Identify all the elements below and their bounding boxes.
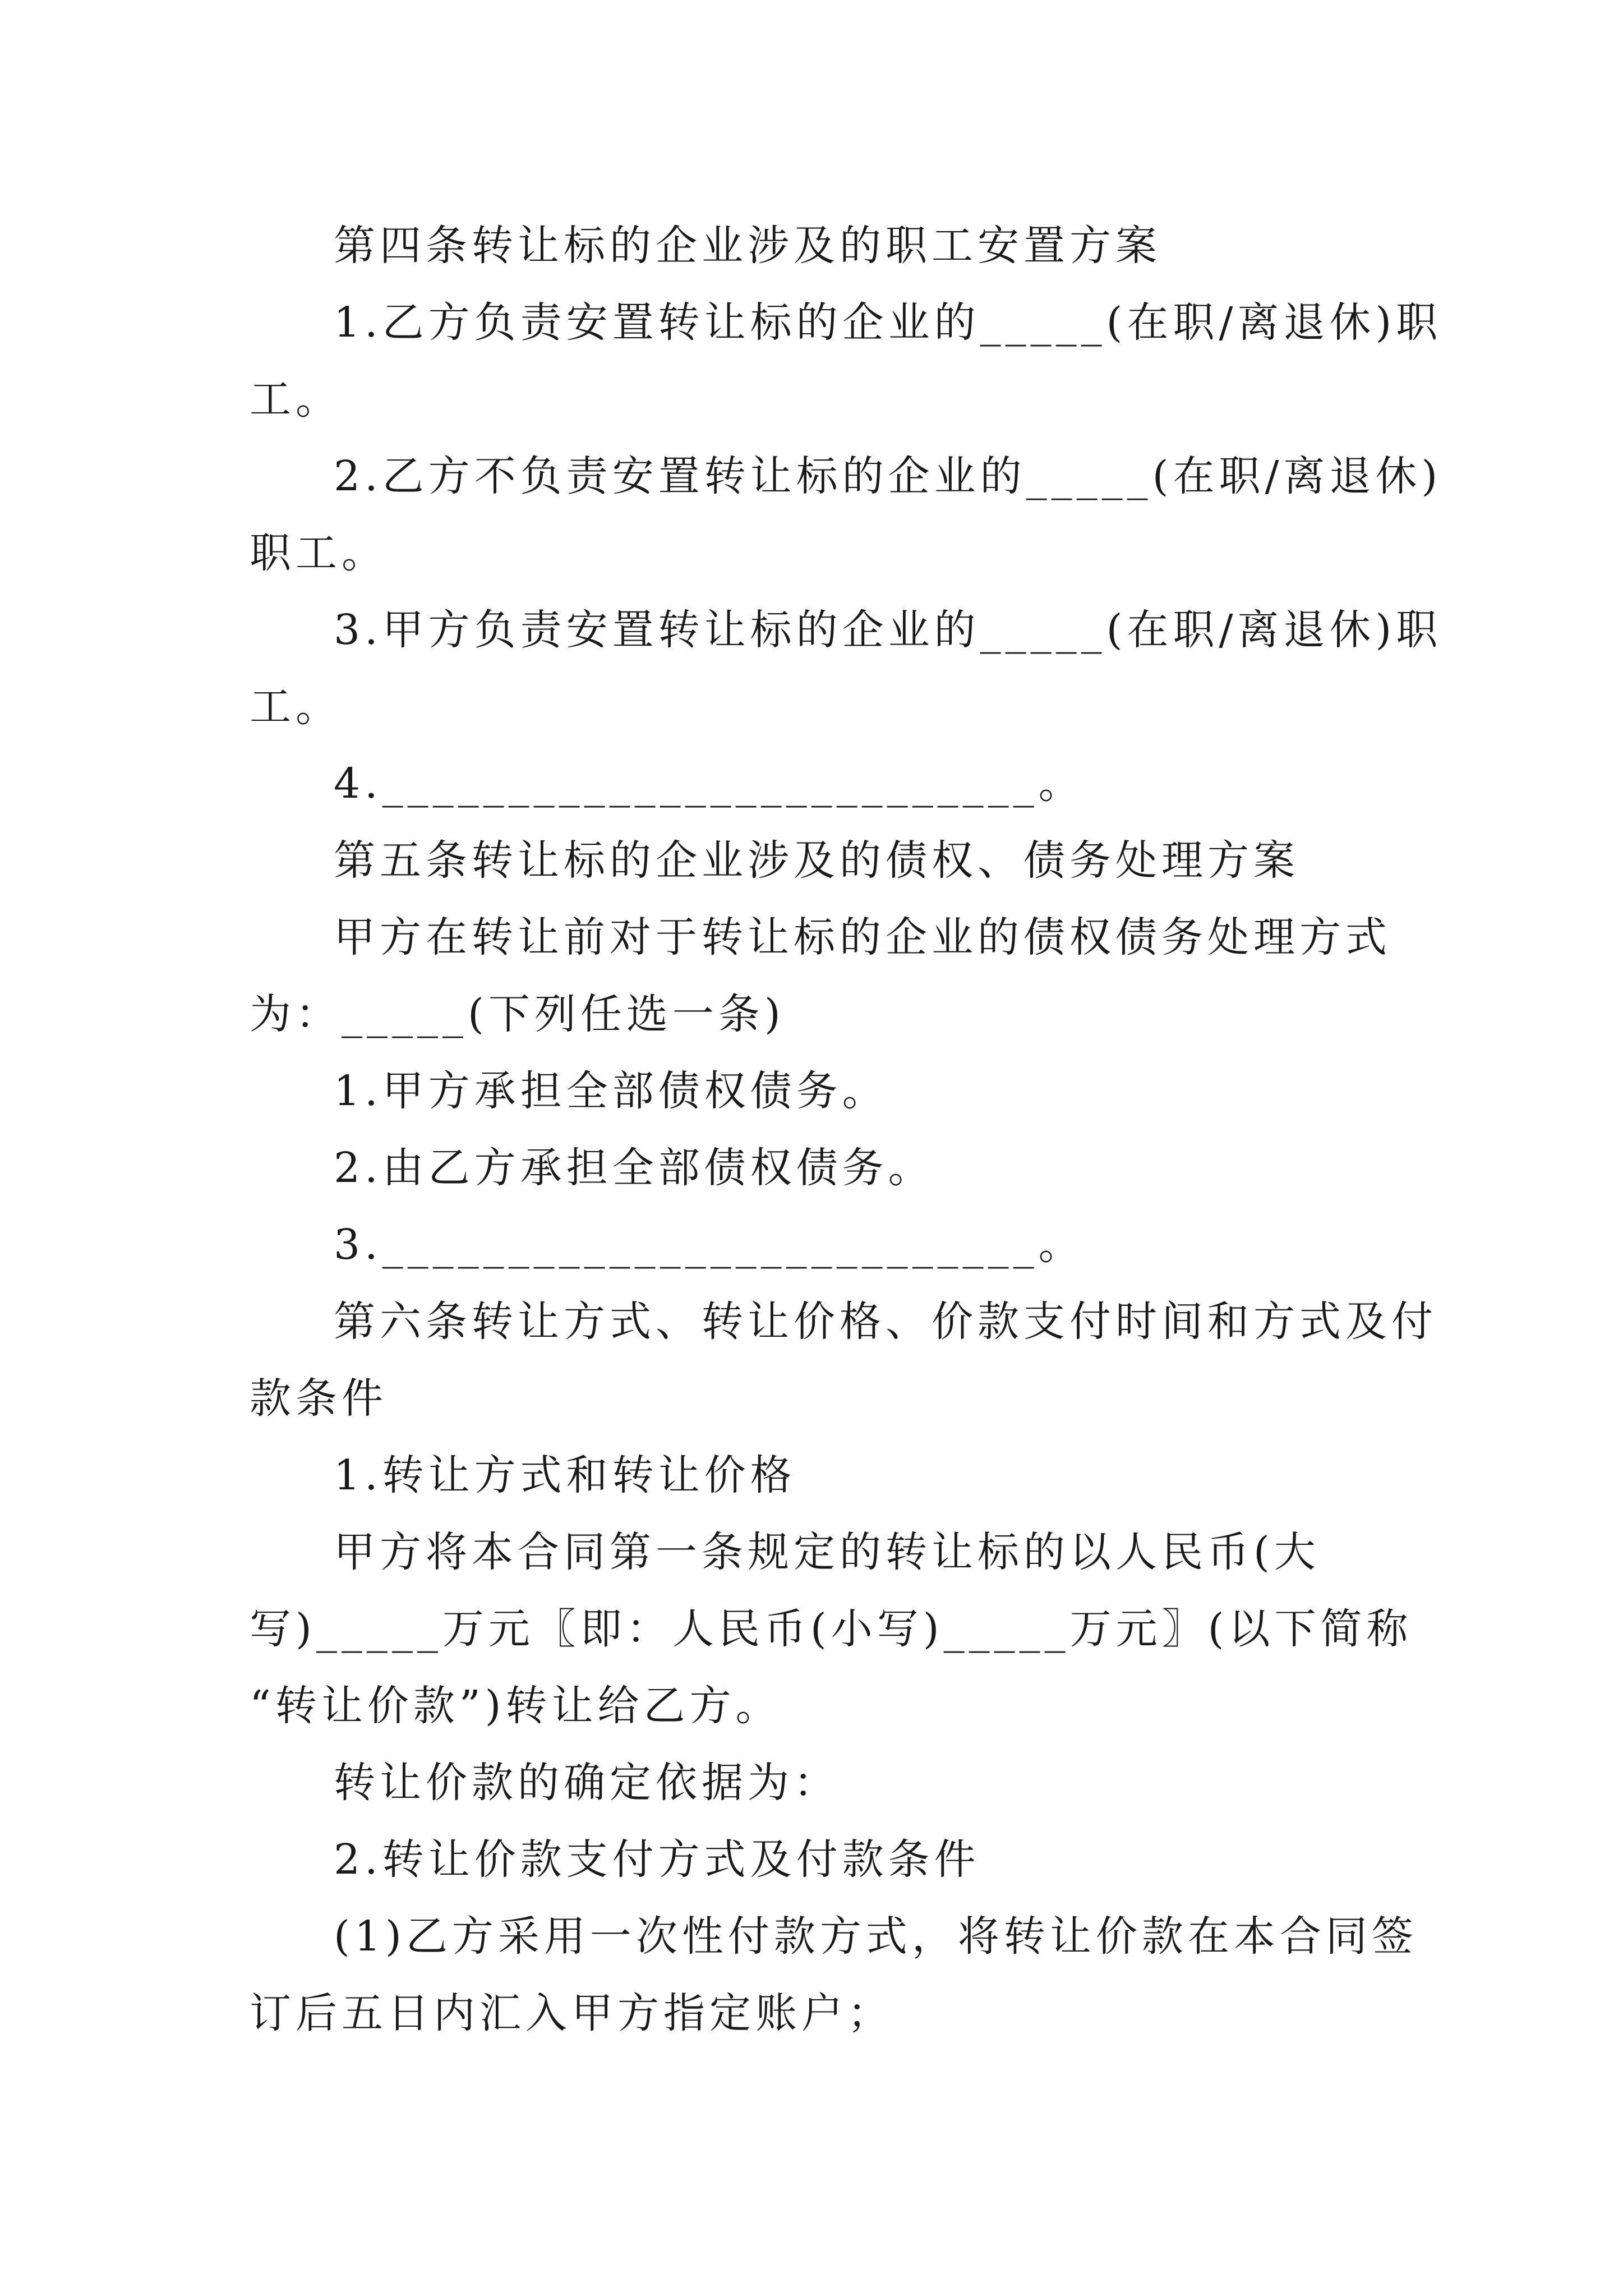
article-5-intro: 甲方在转让前对于转让标的企业的债权债务处理方式 <box>334 913 1391 961</box>
article-6-item-2-sub-1-cont: 订后五日内汇入甲方指定账户； <box>250 1989 893 2037</box>
article-4-item-4: 4.__________________________。 <box>334 760 1085 808</box>
article-4-heading: 第四条转让标的企业涉及的职工安置方案 <box>334 222 1161 270</box>
article-6-item-1-text: 甲方将本合同第一条规定的转让标的以人民币(大 <box>334 1528 1320 1576</box>
article-4-item-2-cont: 职工。 <box>250 529 388 577</box>
article-5-item-1: 1.甲方承担全部债权债务。 <box>334 1067 888 1115</box>
article-4-item-3-cont: 工。 <box>250 683 342 731</box>
article-6-item-1: 1.转让方式和转让价格 <box>334 1451 796 1499</box>
article-5-item-2: 2.由乙方承担全部债权债务。 <box>334 1144 934 1192</box>
article-4-item-1-cont: 工。 <box>250 375 342 424</box>
article-5-item-3: 3.__________________________。 <box>334 1221 1085 1269</box>
article-6-item-1-text-cont-2: “转让价款”)转让给乙方。 <box>250 1682 782 1730</box>
article-6-item-2: 2.转让价款支付方式及付款条件 <box>334 1835 980 1884</box>
article-6-item-1-text-cont: 写)_____万元〖即：人民币(小写)_____万元〗(以下简称 <box>250 1605 1413 1653</box>
article-6-heading: 第六条转让方式、转让价格、价款支付时间和方式及付 <box>334 1297 1437 1346</box>
price-basis: 转让价款的确定依据为： <box>334 1759 840 1807</box>
article-4-item-1: 1.乙方负责安置转让标的企业的_____(在职/离退休)职 <box>334 298 1442 347</box>
document-page <box>250 208 1442 2052</box>
article-6-item-2-sub-1: (1)乙方采用一次性付款方式，将转让价款在本合同签 <box>334 1912 1418 1961</box>
article-4-item-2: 2.乙方不负责安置转让标的企业的_____(在职/离退休) <box>334 452 1442 500</box>
article-4-item-3: 3.甲方负责安置转让标的企业的_____(在职/离退休)职 <box>334 606 1442 654</box>
article-6-heading-cont: 款条件 <box>250 1374 388 1423</box>
article-5-heading: 第五条转让标的企业涉及的债权、债务处理方案 <box>334 836 1299 885</box>
article-5-intro-cont: 为：_____(下列任选一条) <box>250 990 785 1038</box>
